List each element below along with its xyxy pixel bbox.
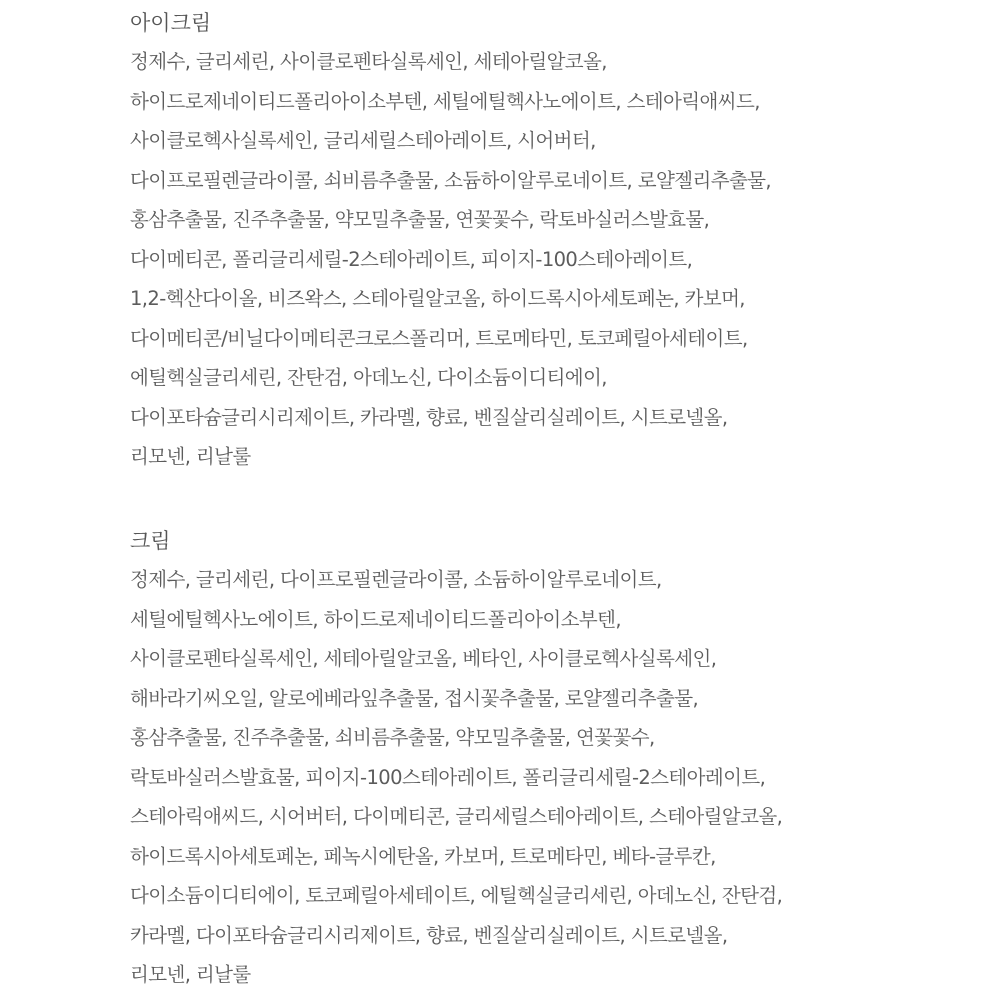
ingredient-line: 스테아릭애씨드, 시어버터, 다이메티콘, 글리세릴스테아레이트, 스테아릴알코올,	[130, 805, 783, 828]
ingredient-line: 사이클로헥사실록세인, 글리세릴스테아레이트, 시어버터,	[130, 129, 596, 152]
ingredient-line: 다이프로필렌글라이콜, 쇠비름추출물, 소듐하이알루로네이트, 로얄젤리추출물,	[130, 168, 772, 192]
ingredient-line: 하이드록시아세토페논, 페녹시에탄올, 카보머, 트로메타민, 베타-글루칸,	[130, 844, 716, 868]
ingredient-list	[130, 42, 980, 477]
ingredient-line: 정제수, 글리세린, 다이프로필렌글라이콜, 소듐하이알루로네이트,	[130, 568, 662, 591]
ingredient-line: 락토바실러스발효물, 피이지-100스테아레이트, 폴리글리세릴-2스테아레이트,	[130, 765, 766, 789]
cream-section	[130, 522, 980, 995]
ingredient-line: 다이포타슘글리시리제이트, 카라멜, 향료, 벤질살리실레이트, 시트로넬올,	[130, 405, 728, 429]
ingredient-line: 홍삼추출물, 진주추출물, 약모밀추출물, 연꽃꽃수, 락토바실러스발효물,	[130, 208, 710, 231]
ingredient-line: 다이소듐이디티에이, 토코페릴아세테이트, 에틸헥실글리세린, 아데노신, 잔탄검,	[130, 884, 783, 907]
ingredient-line: 리모넨, 리날룰	[130, 963, 251, 986]
ingredient-line: 정제수, 글리세린, 사이클로펜타실록세인, 세테아릴알코올,	[130, 50, 607, 73]
ingredient-line: 하이드로제네이티드폴리아이소부텐, 세틸에틸헥사노에이트, 스테아릭애씨드,	[130, 89, 760, 113]
section-title: 아이크림	[130, 11, 212, 35]
section-title: 크림	[130, 529, 171, 553]
ingredient-line: 세틸에틸헥사노에이트, 하이드로제네이티드폴리아이소부텐,	[130, 607, 621, 631]
ingredient-line: 사이클로펜타실록세인, 세테아릴알코올, 베타인, 사이클로헥사실록세인,	[130, 647, 717, 670]
ingredient-line: 1,2-헥산다이올, 비즈왁스, 스테아릴알코올, 하이드록시아세토페논, 카보머,	[130, 287, 745, 310]
eye-cream-section	[130, 4, 980, 477]
ingredient-line: 다이메티콘, 폴리글리세릴-2스테아레이트, 피이지-100스테아레이트,	[130, 247, 693, 271]
ingredient-line: 에틸헥실글리세린, 잔탄검, 아데노신, 다이소듐이디티에이,	[130, 366, 607, 389]
ingredient-list	[130, 560, 980, 995]
ingredient-line: 홍삼추출물, 진주추출물, 쇠비름추출물, 약모밀추출물, 연꽃꽃수,	[130, 726, 655, 749]
ingredient-line: 해바라기씨오일, 알로에베라잎추출물, 접시꽃추출물, 로얄젤리추출물,	[130, 686, 699, 710]
ingredient-line: 카라멜, 다이포타슘글리시리제이트, 향료, 벤질살리실레이트, 시트로넬올,	[130, 923, 728, 947]
ingredient-line: 리모넨, 리날룰	[130, 445, 251, 468]
ingredient-line: 다이메티콘/비닐다이메티콘크로스폴리머, 트로메타민, 토코페릴아세테이트,	[130, 326, 748, 350]
